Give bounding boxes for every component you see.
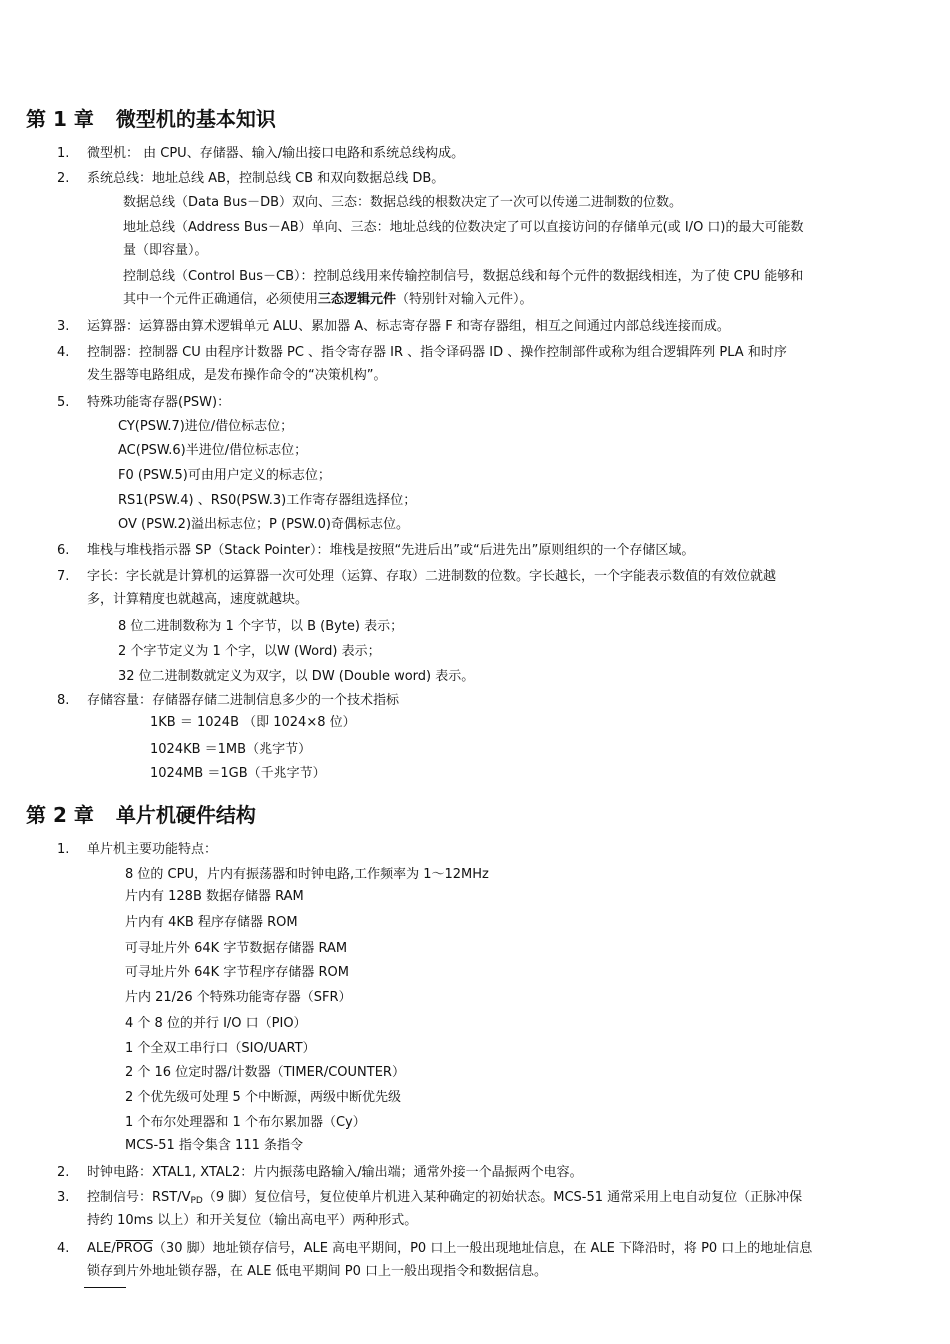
capacity-line: 1024KB ＝1MB（兆字节） — [150, 742, 312, 757]
psw-flag: F0 (PSW.5)可由用户定义的标志位； — [118, 468, 331, 483]
list-item-cont: 发生器等电路组成，是发布操作命令的“决策机构”。 — [87, 368, 387, 383]
list-number: 7. — [57, 569, 70, 584]
list-item-cont: 锁存到片外地址锁存器，在 ALE 低电平期间 P0 口上一般出现指令和数据信息。 — [87, 1264, 547, 1279]
chapter-2-number: 第 2 章 — [26, 803, 94, 827]
chapter-1-title: 微型机的基本知识 — [115, 107, 276, 131]
word-size-line: 2 个字节定义为 1 个字，以W (Word) 表示； — [118, 644, 381, 659]
list-number: 2. — [57, 1165, 70, 1180]
list-number: 4. — [57, 1241, 70, 1256]
feature-line: 8 位的 CPU，片内有振荡器和时钟电路,工作频率为 1～12MHz — [125, 867, 489, 882]
list-item: 运算器：运算器由算术逻辑单元 ALU、累加器 A、标志寄存器 F 和寄存器组，相互之间通过内部总线连接而成。 — [87, 319, 730, 334]
list-item: 字长：字长就是计算机的运算器一次可处理（运算、存取）二进制数的位数。字长越长，一个字能表示数值的有效位就越 — [87, 569, 777, 584]
feature-line: 可寻址片外 64K 字节数据存储器 RAM — [125, 941, 348, 956]
control-bus-text: 控制总线（Control Bus－CB）：控制总线用来传输控制信号，数据总线和每个元件的数据线相连，为了使 CPU 能够和 — [123, 269, 804, 284]
address-bus-text: 地址总线（Address Bus－AB）单向、三态：地址总线的位数决定了可以直接访问的存储单元(或 I/O 口)的最大可能数 — [123, 220, 804, 235]
list-item-cont: 多，计算精度也就越高，速度就越块。 — [87, 592, 309, 607]
list-number: 2. — [57, 171, 70, 186]
chapter-1-number: 第 1 章 — [26, 107, 94, 131]
list-item: 单片机主要功能特点： — [87, 842, 218, 857]
capacity-line: 1KB ＝ 1024B （即 1024×8 位） — [150, 715, 356, 730]
capacity-line: 1024MB ＝1GB（千兆字节） — [150, 766, 326, 781]
list-number: 4. — [57, 345, 70, 360]
psw-flag: OV (PSW.2)溢出标志位；P (PSW.0)奇偶标志位。 — [118, 517, 410, 532]
feature-line: 片内有 128B 数据存储器 RAM — [125, 889, 304, 904]
psw-flag: RS1(PSW.4) 、RS0(PSW.3)工作寄存器组选择位； — [118, 493, 417, 508]
feature-line: 可寻址片外 64K 字节程序存储器 ROM — [125, 965, 349, 980]
address-bus-text-cont: 量（即容量）。 — [123, 243, 208, 258]
feature-line: 片内有 4KB 程序存储器 ROM — [125, 915, 298, 930]
feature-line: 1 个布尔处理器和 1 个布尔累加器（Cy） — [125, 1115, 366, 1130]
word-size-line: 8 位二进制数称为 1 个字节，以 B (Byte) 表示； — [118, 619, 404, 634]
psw-flag: AC(PSW.6)半进位/借位标志位； — [118, 443, 308, 458]
tristate-logic-emphasis: 三态逻辑元件 — [318, 292, 397, 307]
reset-signal-post: （9 脚）复位信号，复位使单片机进入某种确定的初始状态。MCS-51 通常采用上电自动复位（正脉冲保 — [202, 1190, 803, 1205]
list-number: 3. — [57, 319, 70, 334]
feature-line: 1 个全双工串行口（SIO/UART） — [125, 1041, 316, 1056]
list-number: 3. — [57, 1190, 70, 1205]
control-bus-pre: 其中一个元件正确通信，必须使用 — [123, 292, 319, 307]
list-item: 系统总线：地址总线 AB，控制总线 CB 和双向数据总线 DB。 — [87, 171, 445, 186]
list-item: 控制器：控制器 CU 由程序计数器 PC 、指令寄存器 IR 、指令译码器 ID 、操作控制部件或称为组合逻辑阵列 PLA 和时序 — [87, 345, 787, 360]
footnote-rule — [84, 1287, 126, 1288]
control-bus-post: （特别针对输入元件）。 — [396, 292, 533, 307]
psw-flag: CY(PSW.7)进位/借位标志位； — [118, 419, 294, 434]
reset-signal-pre: 控制信号：RST/V — [87, 1190, 191, 1205]
ale-post: （30 脚）地址锁存信号，ALE 高电平期间，P0 口上一般出现地址信息，在 ALE 下降沿时，将 P0 口上的地址信息 — [152, 1241, 813, 1256]
feature-line: 4 个 8 位的并行 I/O 口（PIO） — [125, 1016, 307, 1031]
list-item: 时钟电路：XTAL1, XTAL2：片内振荡电路输入/输出端；通常外接一个晶振两个电容。 — [87, 1165, 583, 1180]
list-item: 存储容量：存储器存储二进制信息多少的一个技术指标 — [87, 693, 400, 708]
prog-overline: PROG — [115, 1241, 153, 1256]
vpd-subscript: PD — [190, 1196, 203, 1206]
list-item: 堆栈与堆栈指示器 SP（Stack Pointer）：堆栈是按照“先进后出”或“后进先出”原则组织的一个存储区域。 — [87, 543, 695, 558]
feature-line: 2 个优先级可处理 5 个中断源，两级中断优先级 — [125, 1090, 401, 1105]
word-size-line: 32 位二进制数就定义为双字，以 DW (Double word) 表示。 — [118, 669, 475, 684]
control-bus-text-cont — [123, 291, 533, 309]
chapter-2-heading — [26, 799, 256, 828]
feature-line: 2 个 16 位定时器/计数器（TIMER/COUNTER） — [125, 1065, 405, 1080]
list-item-cont: 持约 10ms 以上）和开关复位（输出高电平）两种形式。 — [87, 1213, 418, 1228]
chapter-1-heading — [26, 103, 276, 132]
chapter-2-title: 单片机硬件结构 — [115, 803, 256, 827]
feature-line: 片内 21/26 个特殊功能寄存器（SFR） — [125, 990, 352, 1005]
list-item: 微型机： 由 CPU、存储器、输入/输出接口电路和系统总线构成。 — [87, 146, 465, 161]
list-item: 特殊功能寄存器(PSW)： — [87, 395, 231, 410]
list-number: 6. — [57, 543, 70, 558]
list-item — [87, 1189, 802, 1210]
list-number: 8. — [57, 693, 70, 708]
list-number: 5. — [57, 395, 70, 410]
data-bus-text: 数据总线（Data Bus－DB）双向、三态：数据总线的根数决定了一次可以传递二进制数的位数。 — [123, 195, 683, 210]
list-number: 1. — [57, 842, 70, 857]
list-number: 1. — [57, 146, 70, 161]
ale-pre: ALE/ — [87, 1241, 116, 1256]
feature-line: MCS-51 指令集含 111 条指令 — [125, 1138, 303, 1153]
list-item — [87, 1240, 812, 1258]
